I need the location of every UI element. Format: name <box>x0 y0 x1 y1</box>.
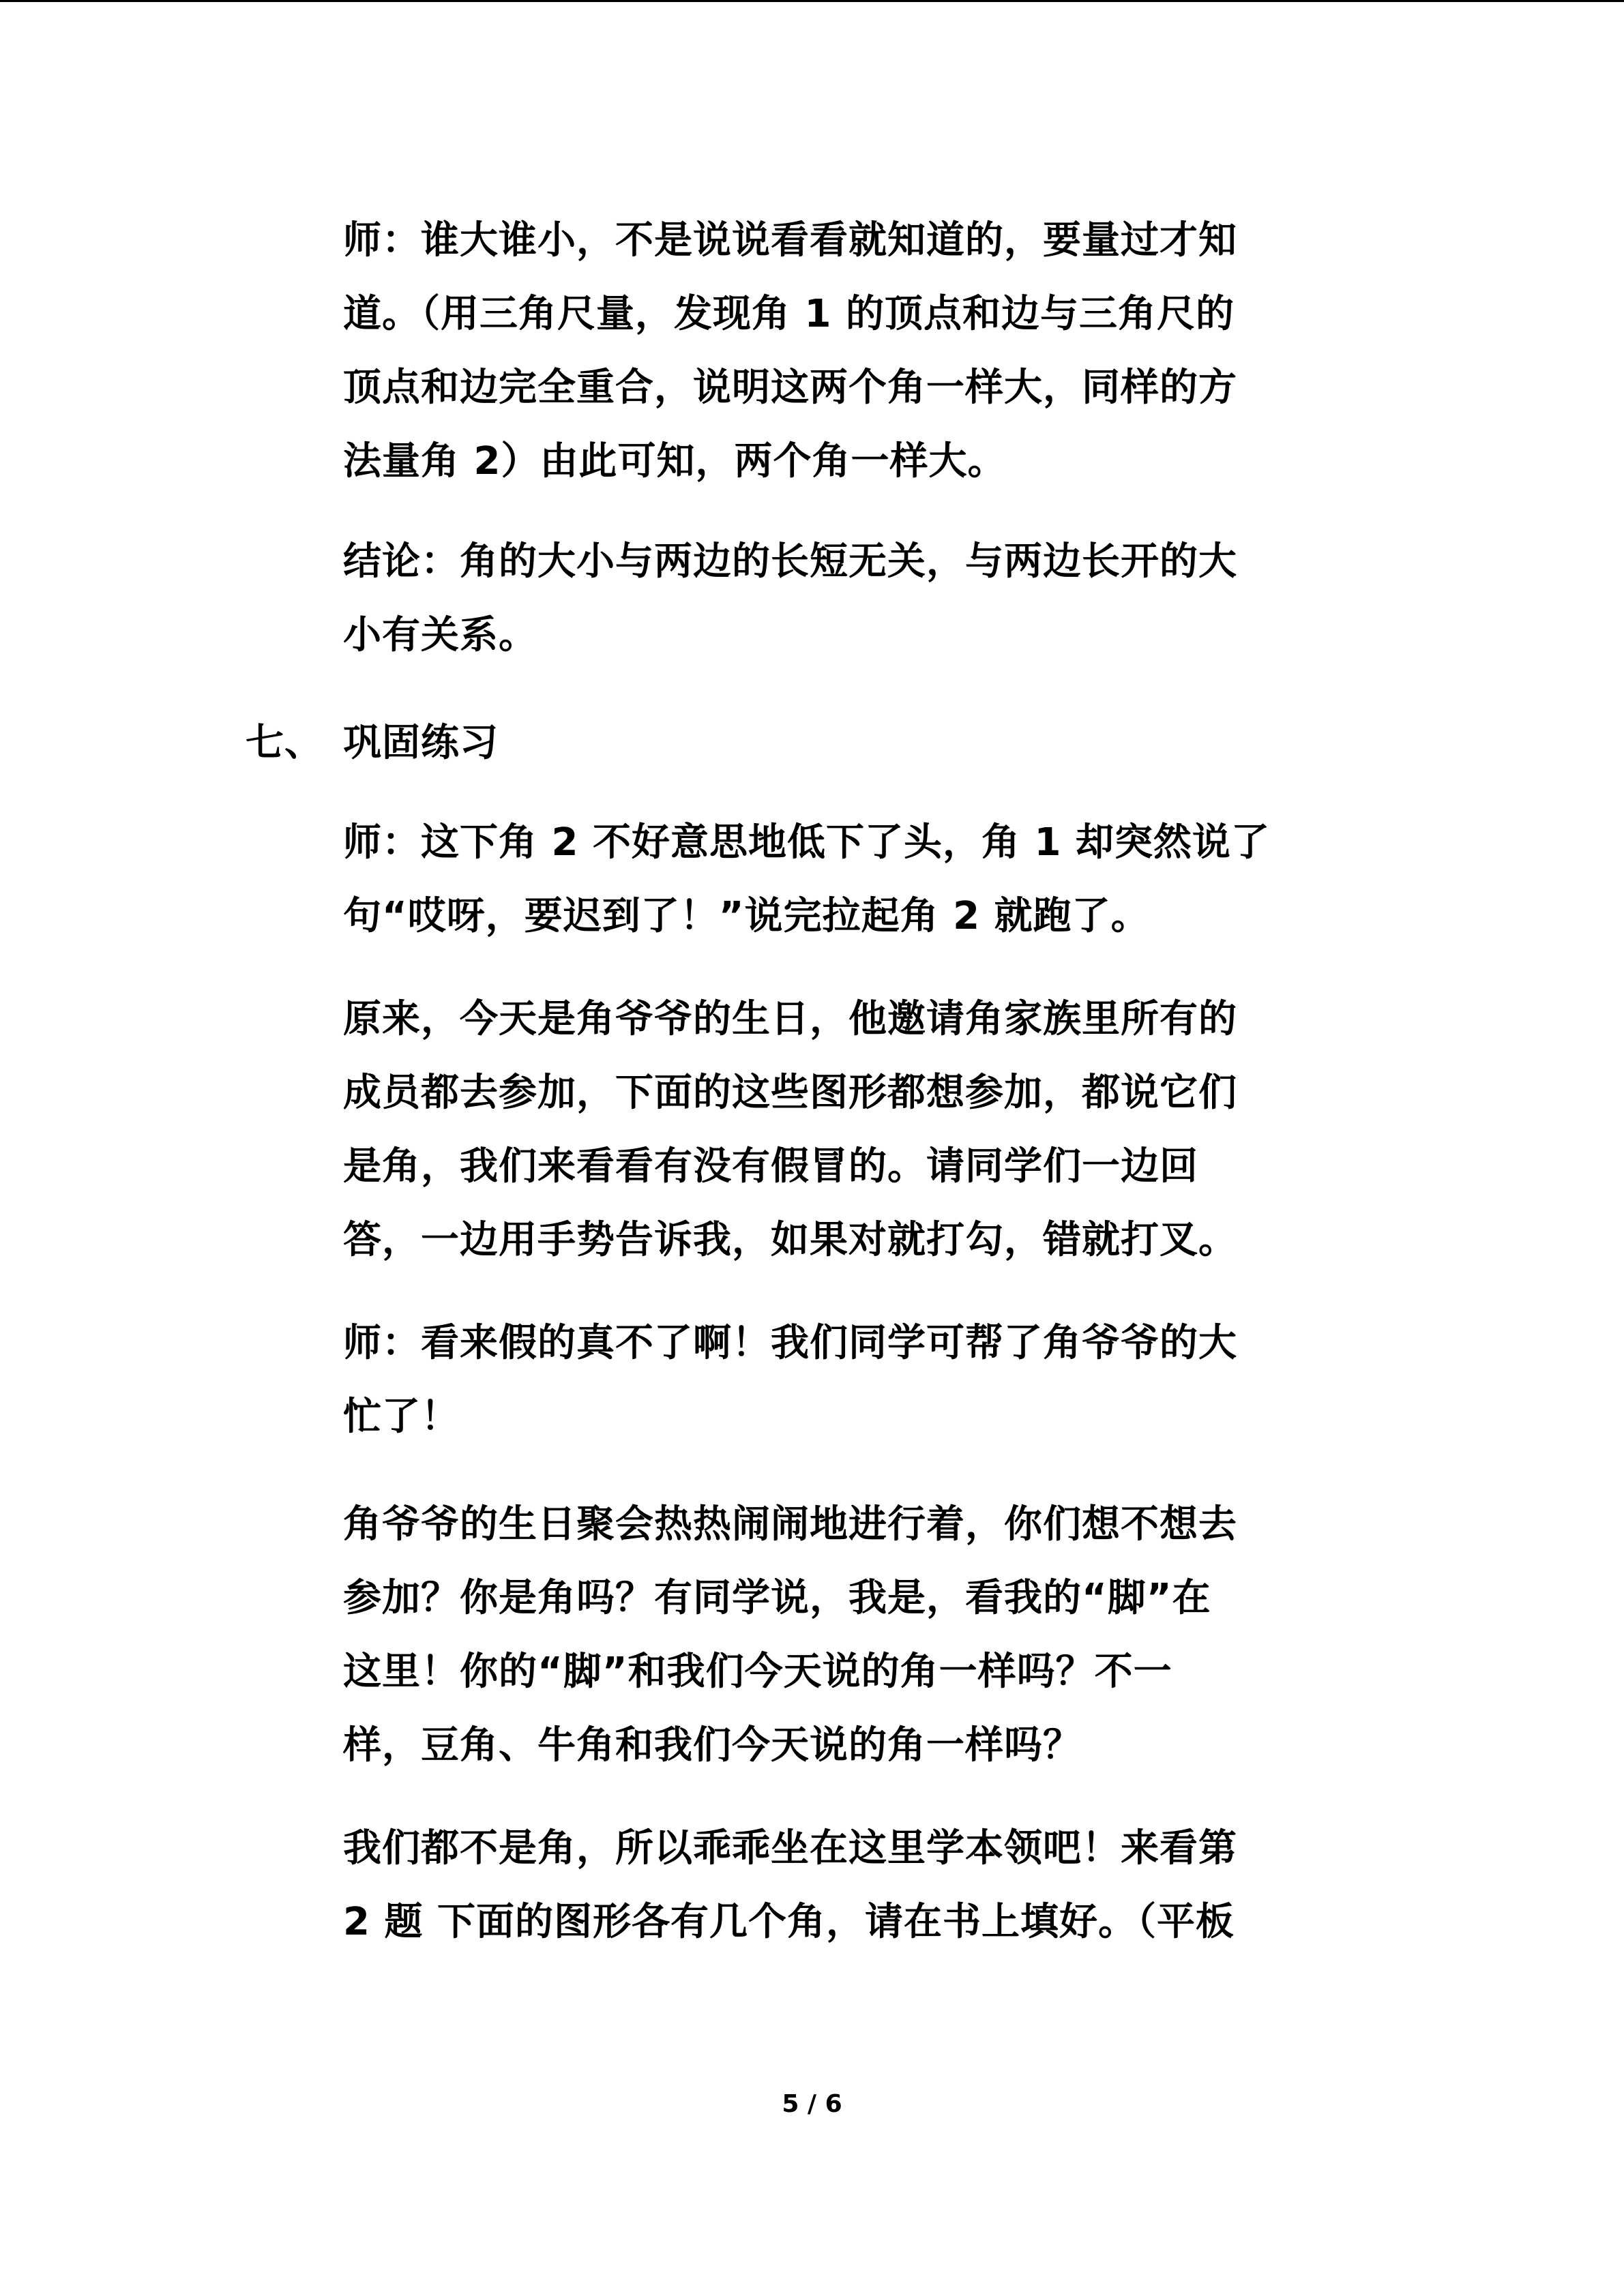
text-line: 参加？你是角吗？有同学说，我是，看我的“脚”在 <box>343 1576 1211 1620</box>
text-line: 原来，今天是角爷爷的生日，他邀请角家族里所有的 <box>343 997 1237 1041</box>
text-line: 成员都去参加，下面的这些图形都想参加，都说它们 <box>343 1071 1237 1115</box>
text-line: 结论：角的大小与两边的长短无关，与两边长开的大 <box>343 539 1237 584</box>
text-line: 忙了！ <box>343 1395 460 1439</box>
text-line: 样，豆角、牛角和我们今天说的角一样吗？ <box>343 1723 1082 1768</box>
text-line: 2 题 下面的图形各有几个角，请在书上填好。（平板 <box>343 1900 1235 1944</box>
text-line: 顶点和边完全重合，说明这两个角一样大，同样的方 <box>343 366 1237 410</box>
section-number: 七、 <box>246 721 323 765</box>
section-title: 巩固练习 <box>343 721 499 765</box>
text-line: 师：看来假的真不了啊！我们同学可帮了角爷爷的大 <box>343 1321 1237 1365</box>
text-line: 道。（用三角尺量，发现角 1 的顶点和边与三角尺的 <box>343 292 1235 336</box>
text-line: 是角，我们来看看有没有假冒的。请同学们一边回 <box>343 1144 1198 1189</box>
text-line: 我们都不是角，所以乖乖坐在这里学本领吧！来看第 <box>343 1826 1237 1870</box>
page-number: 5 / 6 <box>782 2090 842 2118</box>
text-line: 答，一边用手势告诉我，如果对就打勾，错就打叉。 <box>343 1218 1237 1262</box>
text-line: 句“哎呀，要迟到了！”说完拉起角 2 就跑了。 <box>343 894 1150 938</box>
text-line: 这里！你的“脚”和我们今天说的角一样吗？不一 <box>343 1650 1172 1694</box>
text-line: 法量角 2）由此可知，两个角一样大。 <box>343 439 1007 483</box>
text-line: 角爷爷的生日聚会热热闹闹地进行着，你们想不想去 <box>343 1502 1237 1547</box>
text-line: 小有关系。 <box>343 613 537 657</box>
text-line: 师：这下角 2 不好意思地低下了头，角 1 却突然说了 <box>343 820 1270 865</box>
text-line: 师：谁大谁小，不是说说看看就知道的，要量过才知 <box>343 218 1237 263</box>
